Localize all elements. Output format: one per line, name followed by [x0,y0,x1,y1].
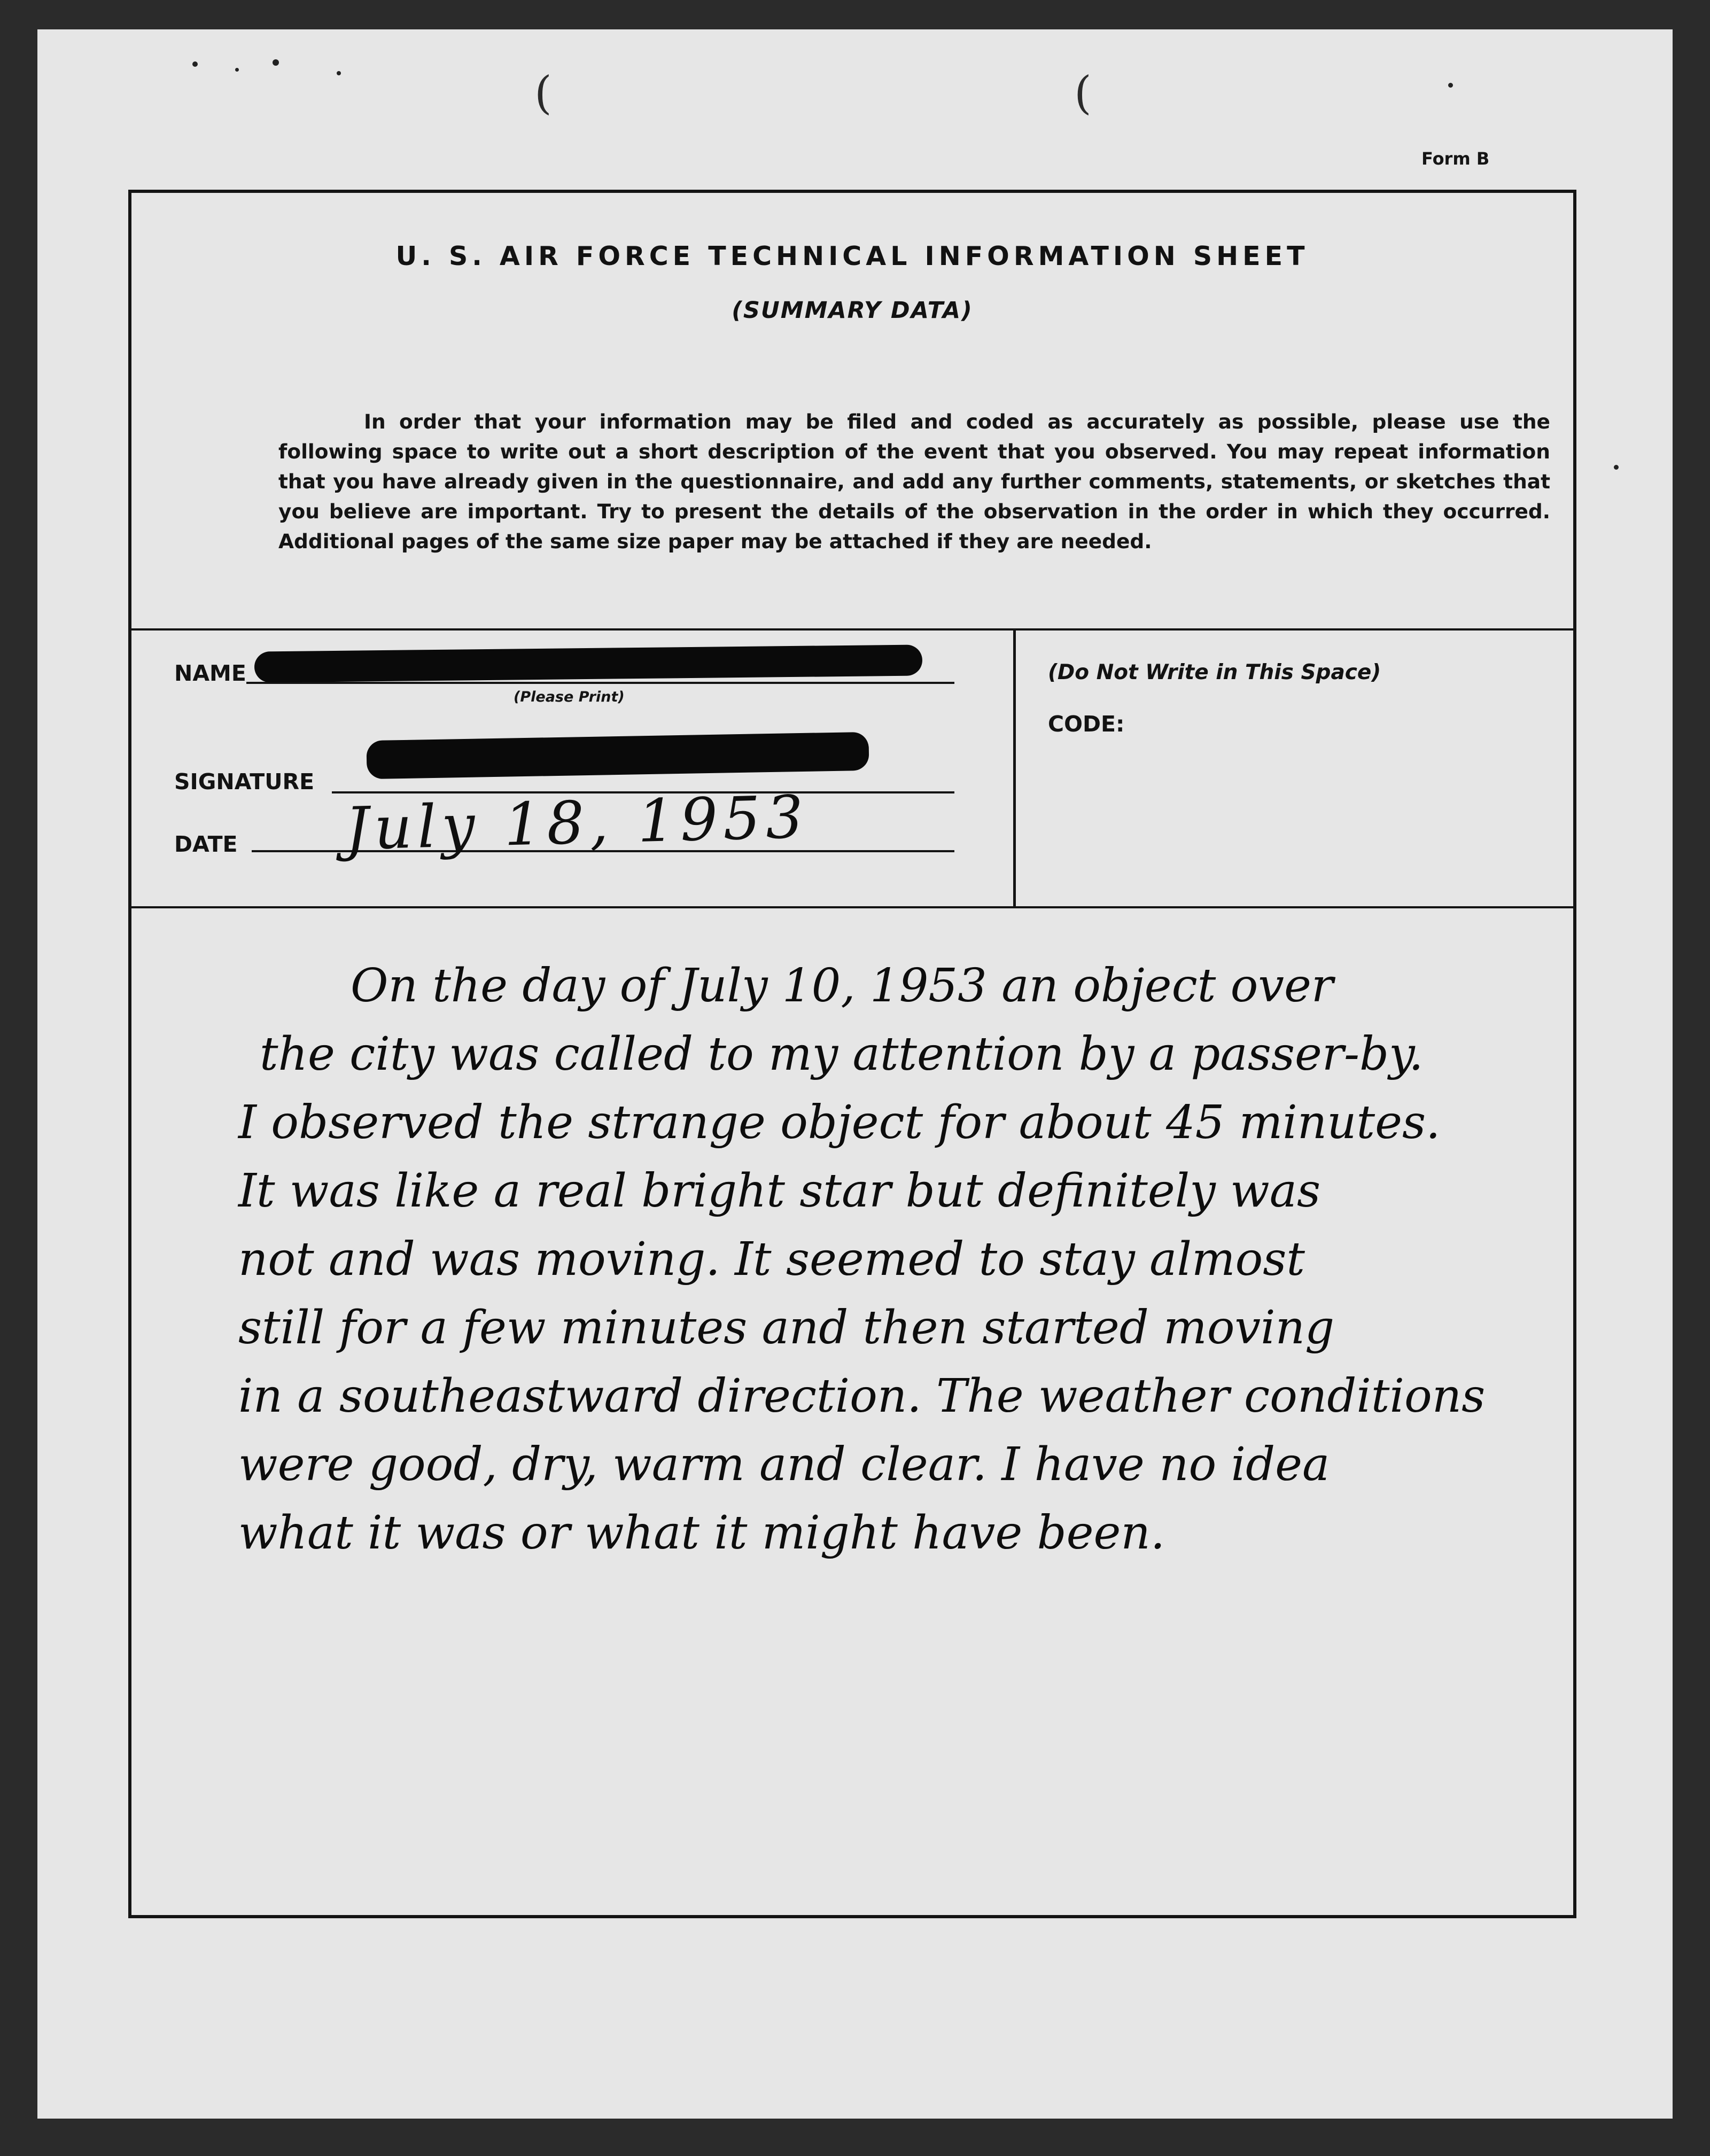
name-redaction [254,644,923,682]
date-label: DATE [174,831,238,857]
narrative-line: were good, dry, warm and clear. I have no idea [238,1438,1330,1491]
scan-mark: ( [1074,67,1092,119]
form-title: U. S. AIR FORCE TECHNICAL INFORMATION SHEET [395,241,1309,271]
narrative-line: not and was moving. It seemed to stay almost [238,1233,1305,1286]
signature-label: SIGNATURE [174,769,315,795]
form-id: Form B [1421,149,1490,169]
name-print-hint: (Please Print) [514,689,625,705]
section-divider-vertical [1013,628,1016,906]
scan-speck [1448,83,1453,88]
narrative-line: what it was or what it might have been. [238,1506,1165,1560]
signature-redaction [366,732,869,779]
form-subtitle: (SUMMARY DATA) [732,297,973,324]
narrative-line: I observed the strange object for about 45 minutes. [238,1096,1441,1149]
office-use-label: (Do Not Write in This Space) [1048,660,1381,684]
section-divider-bottom [131,906,1573,908]
name-label: NAME [174,660,246,686]
scan-speck [273,59,279,66]
narrative-line: still for a few minutes and then started moving [238,1301,1335,1355]
name-line[interactable] [246,682,954,684]
form-frame [128,190,1576,1918]
narrative-line: in a southeastward direction. The weather conditions [238,1369,1486,1423]
handwritten-narrative [238,952,1515,1567]
date-handwritten-value: July 18, 1953 [344,782,810,863]
narrative-line: It was like a real bright star but definitely was [238,1164,1321,1218]
instructions-paragraph: In order that your information may be filed and coded as accurately as possible, please use the following space to write out a short description of the event that you observed. You may repeat information that you have already given in the questionnaire, and add any further comments, statements, or sketches that you believe are important. Try to present the details of the observation in the order in which they occurred. Additional pages of the same size paper may be attached if they are needed. [278,410,1550,553]
scan-speck [235,68,239,72]
scan-speck [192,61,198,67]
narrative-line: the city was called to my attention by a passer-by. [260,1028,1424,1081]
scan-speck [1614,465,1619,470]
scan-speck [337,71,341,75]
scan-mark: ( [534,67,552,119]
narrative-line: On the day of July 10, 1953 an object over [351,959,1334,1013]
section-divider-top [131,628,1573,631]
code-label: CODE: [1048,711,1125,737]
